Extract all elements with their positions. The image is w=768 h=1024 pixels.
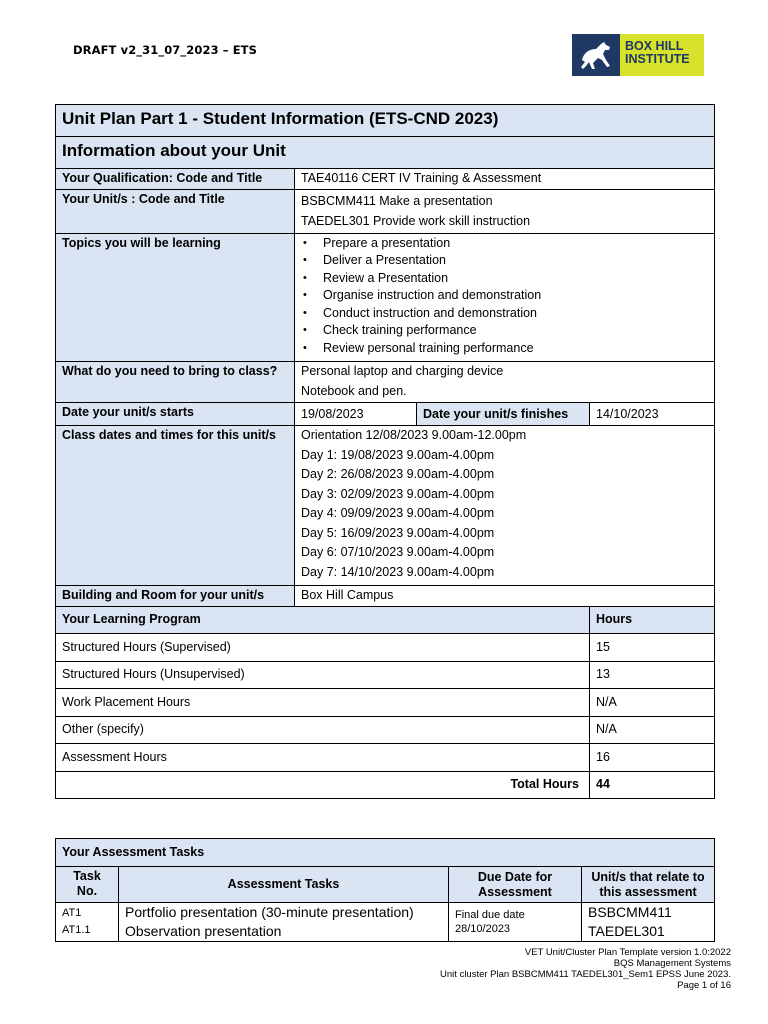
- class-date-line: Day 5: 16/09/2023 9.00am-4.00pm: [301, 525, 495, 540]
- topic-item: • Review personal training performance: [323, 340, 708, 358]
- topic-item: • Prepare a presentation: [323, 235, 708, 253]
- total-hours-label: Total Hours: [56, 771, 590, 799]
- footer-template-version: VET Unit/Cluster Plan Template version 1.0:2022: [524, 947, 731, 958]
- topics-value: [295, 233, 715, 362]
- start-date-label: Date your unit/s starts: [56, 403, 295, 426]
- assessment-header: Your Assessment Tasks: [56, 839, 715, 867]
- program-row-label: Other (specify): [56, 716, 590, 744]
- program-row-label: Structured Hours (Unsupervised): [56, 661, 590, 689]
- task-no-cell: [56, 903, 119, 942]
- class-date-line: Day 6: 07/10/2023 9.00am-4.00pm: [301, 545, 495, 559]
- topic-item: • Check training performance: [323, 322, 708, 340]
- building-label: Building and Room for your unit/s: [56, 586, 295, 607]
- task-name: Observation presentation: [125, 923, 282, 939]
- learning-program-header: Your Learning Program: [56, 606, 590, 634]
- footer-document-name: Unit cluster Plan BSBCMM411 TAEDEL301_Sem1 EPSS June 2023.: [440, 969, 731, 980]
- task-cell: [119, 903, 449, 942]
- class-date-line: Day 7: 14/10/2023 9.00am-4.00pm: [301, 564, 495, 579]
- finish-date-value: 14/10/2023: [590, 403, 715, 426]
- horse-icon: [572, 34, 620, 76]
- class-dates-label: Class dates and times for this unit/s: [56, 426, 295, 586]
- page-title: Unit Plan Part 1 - Student Information (ETS-CND 2023): [56, 105, 715, 137]
- task-name: Portfolio presentation (30-minute presentation): [125, 904, 414, 920]
- unit-code: BSBCMM411: [588, 904, 672, 920]
- units-label: Your Unit/s : Code and Title: [56, 189, 295, 233]
- program-row-hours: 15: [590, 634, 715, 662]
- program-row-label: Work Placement Hours: [56, 689, 590, 717]
- unit-line: TAEDEL301 Provide work skill instruction: [301, 213, 531, 228]
- units-value: [295, 189, 715, 233]
- total-hours-value: 44: [590, 771, 715, 799]
- col-task-no: Task No.: [56, 867, 119, 903]
- class-date-line: Day 2: 26/08/2023 9.00am-4.00pm: [301, 467, 495, 481]
- topic-item: • Conduct instruction and demonstration: [323, 305, 708, 323]
- program-row-hours: N/A: [590, 716, 715, 744]
- qualification-value: TAE40116 CERT IV Training & Assessment: [295, 169, 715, 190]
- task-no: AT1.1: [62, 924, 91, 936]
- footer-page-number: Page 1 of 16: [677, 980, 731, 991]
- box-hill-logo: [572, 34, 704, 76]
- bring-item: Notebook and pen.: [301, 383, 407, 398]
- assessment-tasks-table: [55, 838, 715, 942]
- program-row-label: Structured Hours (Supervised): [56, 634, 590, 662]
- unit-code: TAEDEL301: [588, 923, 665, 939]
- bring-item: Personal laptop and charging device: [301, 364, 504, 378]
- col-assessment-tasks: Assessment Tasks: [119, 867, 449, 903]
- topic-item: • Review a Presentation: [323, 270, 708, 288]
- finish-date-label: Date your unit/s finishes: [417, 403, 590, 426]
- bring-value: [295, 362, 715, 403]
- class-date-line: Day 1: 19/08/2023 9.00am-4.00pm: [301, 447, 495, 462]
- page-footer: [440, 947, 731, 991]
- col-related-units: Unit/s that relate to this assessment: [582, 867, 715, 903]
- due-line: Final due date: [455, 909, 525, 921]
- program-row-hours: 13: [590, 661, 715, 689]
- due-cell: [449, 903, 582, 942]
- program-row-hours: N/A: [590, 689, 715, 717]
- draft-version-label: DRAFT v2_31_07_2023 – ETS: [73, 43, 258, 57]
- section-title: Information about your Unit: [56, 137, 715, 169]
- class-date-line: Day 4: 09/09/2023 9.00am-4.00pm: [301, 506, 495, 520]
- program-row-label: Assessment Hours: [56, 744, 590, 772]
- bring-label: What do you need to bring to class?: [56, 362, 295, 403]
- building-value: Box Hill Campus: [295, 586, 715, 607]
- class-dates-value: [295, 426, 715, 586]
- table-row: [56, 903, 715, 942]
- start-date-value: 19/08/2023: [295, 403, 417, 426]
- unit-line: BSBCMM411 Make a presentation: [301, 193, 493, 208]
- topic-item: • Organise instruction and demonstration: [323, 287, 708, 305]
- hours-header: Hours: [590, 606, 715, 634]
- qualification-label: Your Qualification: Code and Title: [56, 169, 295, 190]
- task-no: AT1: [62, 907, 82, 919]
- units-cell: [582, 903, 715, 942]
- col-due-date: Due Date for Assessment: [449, 867, 582, 903]
- logo-text: BOX HILL INSTITUTE: [620, 34, 704, 76]
- program-row-hours: 16: [590, 744, 715, 772]
- topic-item: • Deliver a Presentation: [323, 252, 708, 270]
- class-date-line: Day 3: 02/09/2023 9.00am-4.00pm: [301, 486, 495, 501]
- topics-label: Topics you will be learning: [56, 233, 295, 362]
- footer-system: BQS Management Systems: [613, 958, 731, 969]
- unit-info-table: [55, 104, 715, 799]
- class-date-line: Orientation 12/08/2023 9.00am-12.00pm: [301, 428, 527, 442]
- due-line: 28/10/2023: [455, 923, 511, 935]
